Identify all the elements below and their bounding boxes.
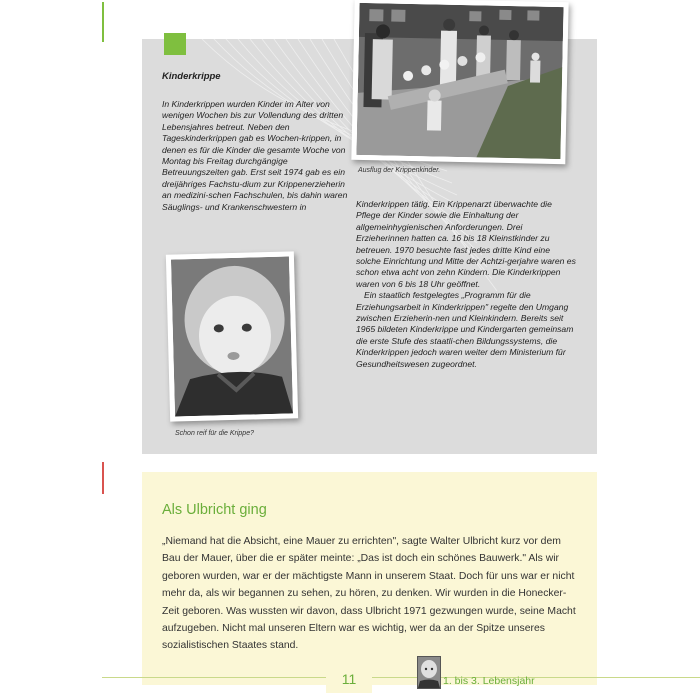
sidebar-paragraph-1: Kinderkrippen tätig. Ein Krippenarzt überwachte die Pflege der Kinder sowie die Einhaltung der allgemeinhygienischen Anforderungen. Drei Erzieherinnen hatten ca. 16 bis 18 Kleinstkinder zu betreuen. 1970 besuchte fast jedes dritte Kind eine solche Einrichtung und Mitte der Achtzi-gerjahre waren es schon etwa acht von zehn Kindern. Die Kinderkrippen waren von 6 bis 18 Uhr geöffnet. [356,199,576,289]
child-portrait-image [171,256,293,416]
footer-thumbnail [417,656,441,689]
sidebar-title: Kinderkrippe [162,71,221,82]
photo-caption-child: Schon reif für die Krippe? [175,430,254,437]
sidebar-text-left: In Kinderkrippen wurden Kinder im Alter von wenigen Wochen bis zur Vollendung des dritten Lebensjahres betreut. Neben den Tageskinderkrippen gab es Wochen-krippen, in denen es für die Kinder die gesamte Woche von Montag bis Freitag durchgängige Betreuungszeiten gab. Erst seit 1974 gab es ein dreijähriges Fachstu-dium zur Krippenerzieherin an medizini-schen Fachschulen, bis dahin waren Säuglings- und Krankenschwestern in [162,99,348,212]
margin-mark-green [102,2,104,42]
sidebar-text-right [356,199,576,370]
photo-kinderkrippe-outing [351,0,568,164]
margin-mark-red [102,462,104,494]
footer-thumbnail-image [418,657,440,688]
footer-rule [102,677,700,678]
outing-photo-image [356,3,563,159]
footer-chapter-label: 1. bis 3. Lebensjahr [443,675,535,687]
section-heading: Als Ulbricht ging [162,502,267,518]
photo-child-portrait [166,251,298,421]
sidebar-paragraph-2: Ein staatlich festgelegtes „Programm für die Erziehungsarbeit in Kinderkrippen" regelte den Umgang zwischen Erzieherin-nen und Kleinkindern. Bereits seit 1965 bildeten Kinderkrippe und Kindergarten gemeinsam die erste Stufe des staatli-chen Bildungssystems, die Kinderkrippen jedoch waren weiter dem Ministerium für Gesundheitswesen zugeordnet. [356,290,574,369]
page-number: 11 [341,671,357,687]
photo-caption-outing: Ausflug der Krippenkinder. [358,167,441,174]
section-body: „Niemand hat die Absicht, eine Mauer zu errichten", sagte Walter Ulbricht kurz vor dem Bau der Mauer, über die er später meinte: „Das ist doch ein schönes Bauwerk." Als wir geboren wurden, war er der mächtigste Mann in unserem Staat. Doch für uns war er nicht mehr da, als wir begannen zu sehen, zu hören, zu denken. Wir wurden in die Honecker-Zeit geboren. Was wussten wir davon, dass Ulbricht 1971 gezwungen wurde, seine Macht aufzugeben. Nicht mal unseren Eltern war es wichtig, wer da an der Spitze unseres sozialistischen Staates stand. [162,536,576,652]
green-accent-square [164,33,186,55]
